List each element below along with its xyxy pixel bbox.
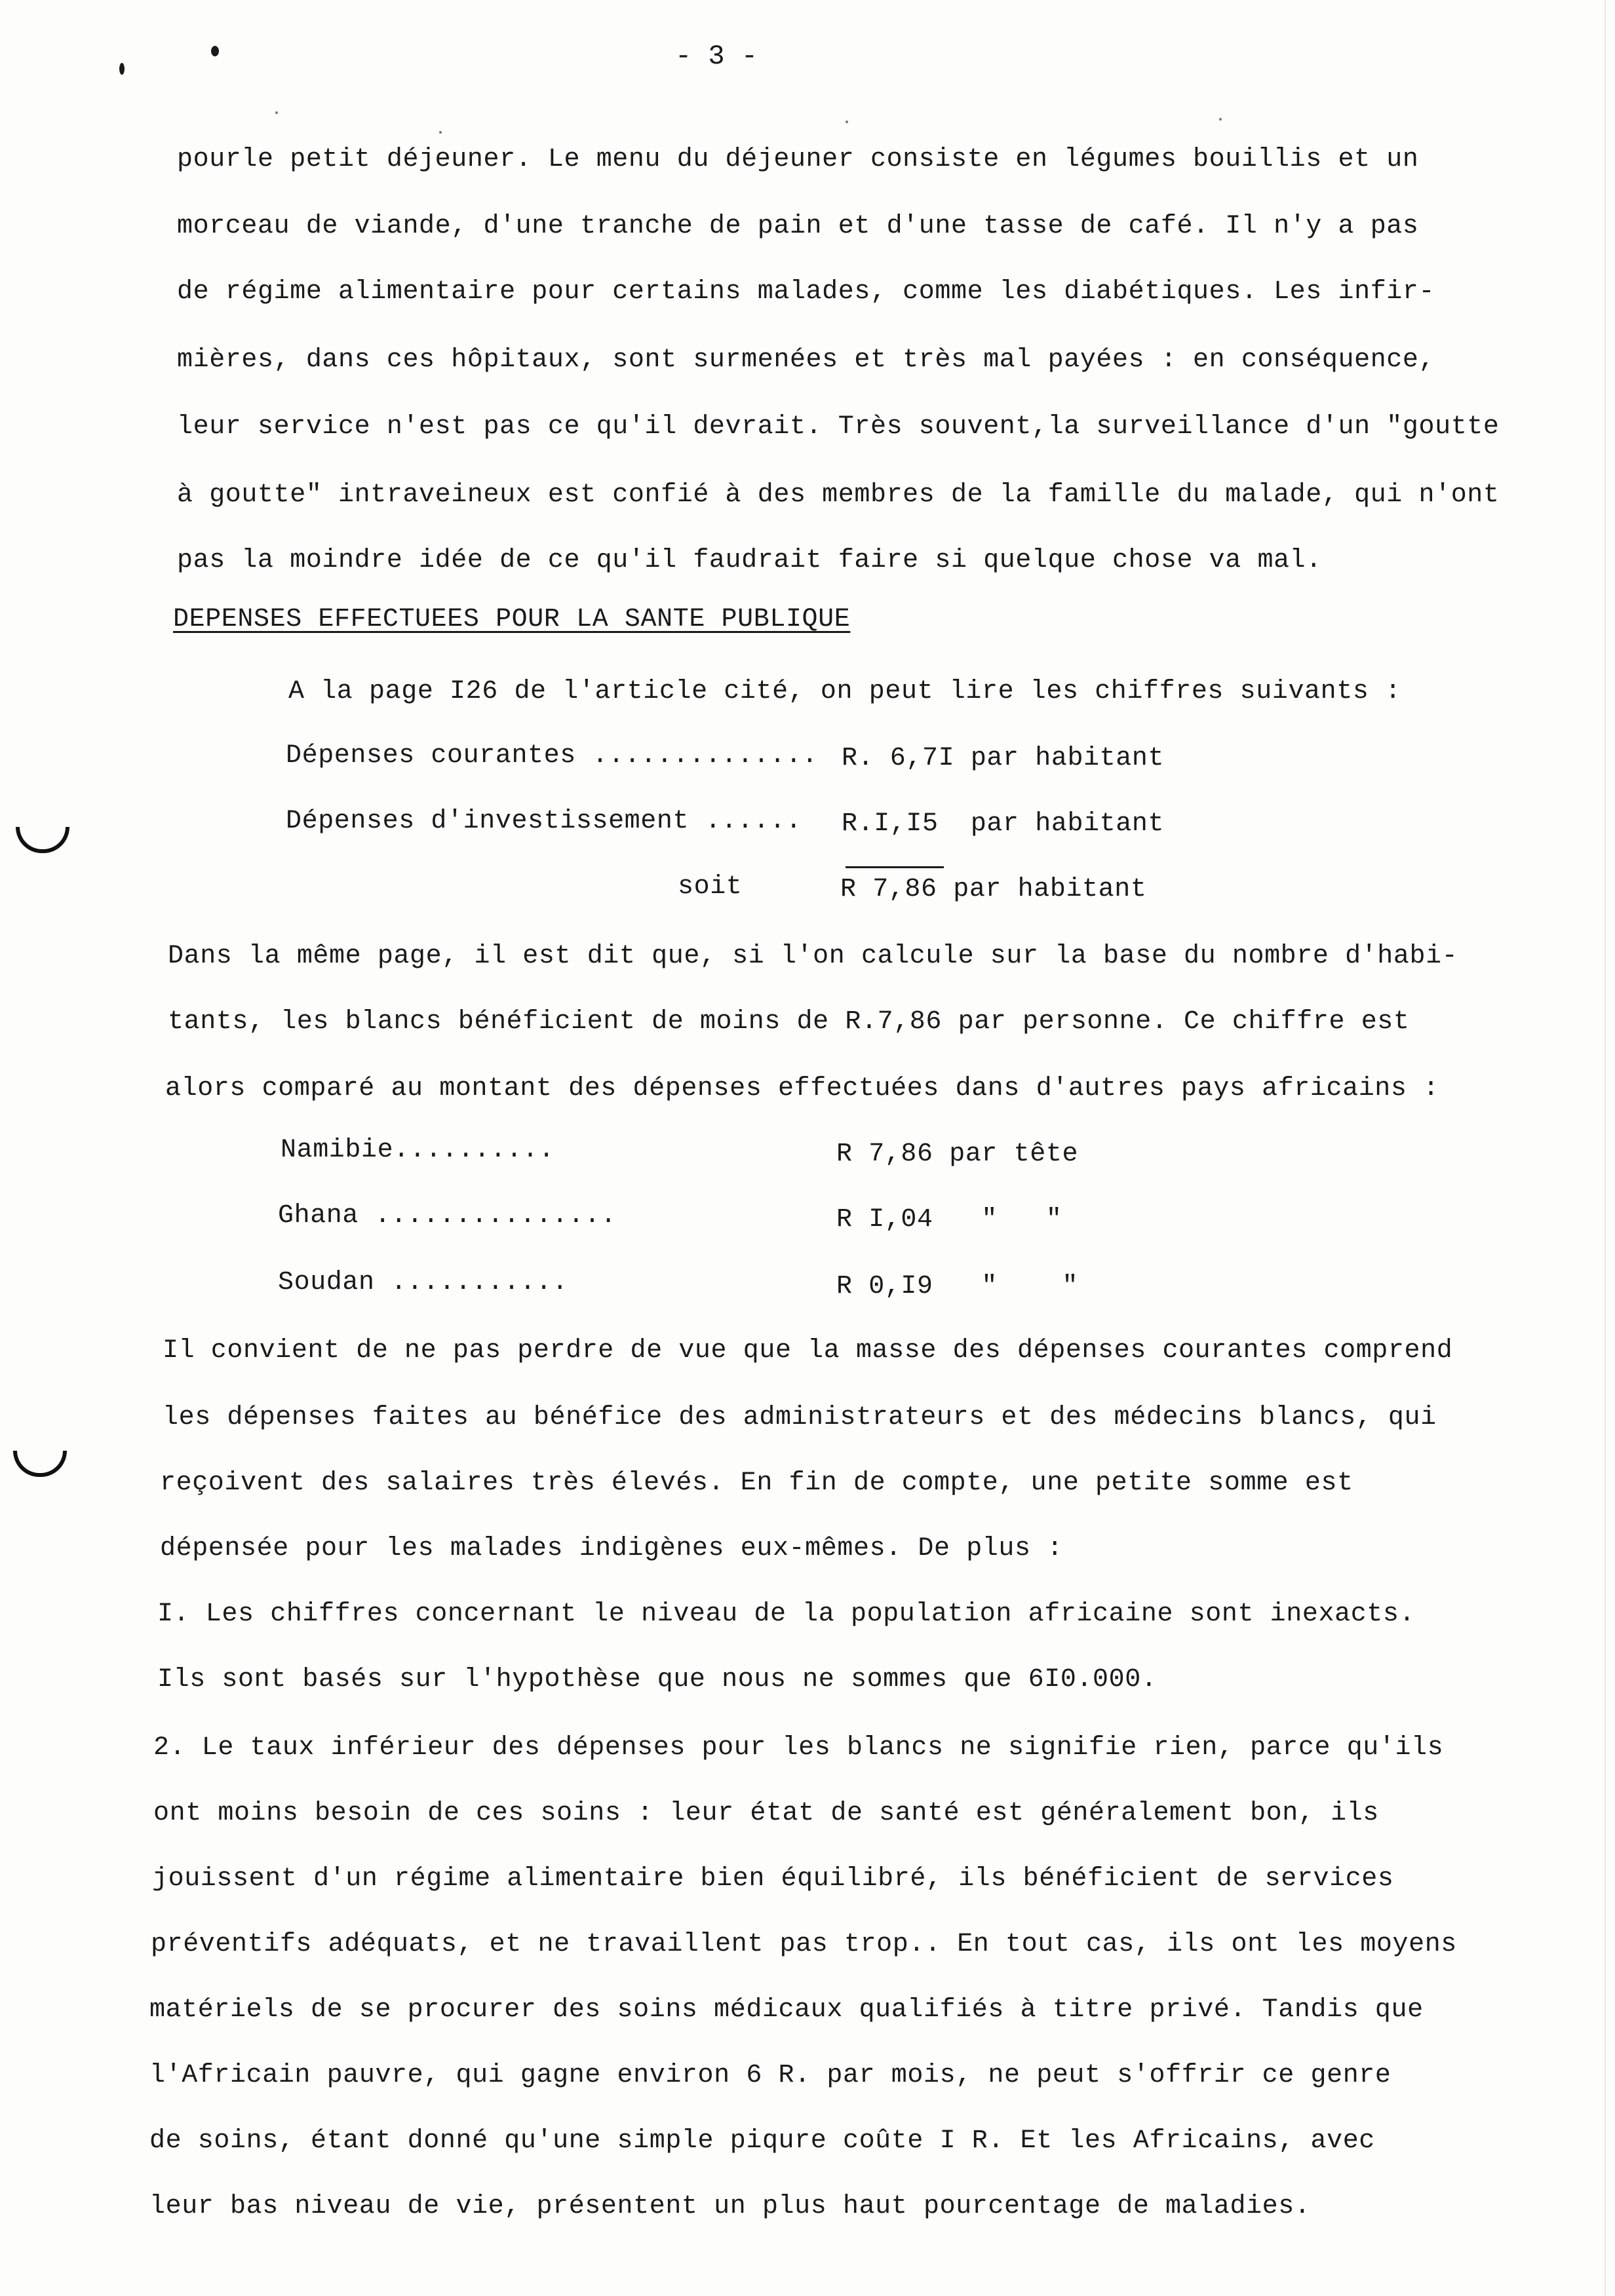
text-line: jouissent d'un régime alimentaire bien équilibré, ils bénéficient de services bbox=[152, 1864, 1394, 1894]
text-line: I. Les chiffres concernant le niveau de la population africaine sont inexacts. bbox=[157, 1599, 1416, 1629]
text-line: préventifs adéquats, et ne travaillent pas trop.. En tout cas, ils ont les moyens bbox=[151, 1930, 1457, 1959]
text-line: pourle petit déjeuner. Le menu du déjeuner consiste en légumes bouillis et un bbox=[177, 145, 1419, 174]
text-line: leur service n'est pas ce qu'il devrait. Très souvent,la surveillance d'un "goutte bbox=[177, 412, 1500, 442]
text-line: 2. Le taux inférieur des dépenses pour les blancs ne signifie rien, parce qu'ils bbox=[153, 1733, 1444, 1763]
country-value: R 0,I9 " " bbox=[836, 1272, 1079, 1301]
page-edge bbox=[1605, 0, 1606, 2296]
text-line: alors comparé au montant des dépenses effectuées dans d'autres pays africains : bbox=[165, 1074, 1439, 1103]
text-line: l'Africain pauvre, qui gagne environ 6 R. par mois, ne peut s'offrir ce genre bbox=[149, 2061, 1391, 2090]
text-line: de régime alimentaire pour certains malades, comme les diabétiques. Les infir- bbox=[177, 277, 1435, 307]
ink-mark bbox=[211, 46, 219, 56]
text-line: dépensée pour les malades indigènes eux-mêmes. De plus : bbox=[160, 1534, 1063, 1563]
text-line: de soins, étant donné qu'une simple piqure coûte I R. Et les Africains, avec bbox=[149, 2126, 1375, 2156]
speck bbox=[439, 131, 442, 134]
text-line: ont moins besoin de ces soins : leur état de santé est généralement bon, ils bbox=[153, 1799, 1379, 1828]
text-line: mières, dans ces hôpitaux, sont surmenées et très mal payées : en conséquence, bbox=[177, 345, 1435, 375]
country-label: Ghana ............... bbox=[278, 1201, 617, 1231]
expense-label: Dépenses d'investissement ...... bbox=[286, 807, 802, 836]
text-line: A la page I26 de l'article cité, on peut lire les chiffres suivants : bbox=[288, 677, 1401, 706]
text-line: les dépenses faites au bénéfice des administrateurs et des médecins blancs, qui bbox=[163, 1403, 1437, 1432]
text-line: leur bas niveau de vie, présentent un plus haut pourcentage de maladies. bbox=[149, 2192, 1311, 2221]
country-value: R I,04 " " bbox=[836, 1205, 1062, 1234]
country-label: Namibie.......... bbox=[281, 1136, 555, 1165]
text-line: reçoivent des salaires très élevés. En fin de compte, une petite somme est bbox=[160, 1468, 1353, 1498]
text-line: Il convient de ne pas perdre de vue que la masse des dépenses courantes comprend bbox=[163, 1336, 1453, 1366]
page-number: - 3 - bbox=[675, 41, 758, 72]
text-line: morceau de viande, d'une tranche de pain et d'une tasse de café. Il n'y a pas bbox=[177, 212, 1419, 241]
text-line: matériels de se procurer des soins médicaux qualifiés à titre privé. Tandis que bbox=[149, 1995, 1424, 2025]
total-value: R 7,86 par habitant bbox=[840, 875, 1147, 904]
text-line: tants, les blancs bénéficient de moins de R.7,86 par personne. Ce chiffre est bbox=[168, 1007, 1410, 1037]
total-label: soit bbox=[678, 872, 743, 902]
text-line: à goutte" intraveineux est confié à des membres de la famille du malade, qui n'ont bbox=[177, 480, 1500, 510]
punch-hole-mark bbox=[13, 1451, 67, 1477]
expense-value: R.I,I5 par habitant bbox=[842, 809, 1165, 839]
text-line: Dans la même page, il est dit que, si l'on calcule sur la base du nombre d'habi- bbox=[168, 942, 1458, 971]
speck bbox=[846, 121, 848, 123]
country-label: Soudan ........... bbox=[278, 1268, 568, 1297]
speck bbox=[1219, 118, 1222, 121]
text-line: pas la moindre idée de ce qu'il faudrait faire si quelque chose va mal. bbox=[177, 546, 1322, 575]
expense-label: Dépenses courantes .............. bbox=[286, 741, 818, 771]
speck bbox=[275, 111, 278, 114]
expense-value: R. 6,7I par habitant bbox=[842, 744, 1165, 773]
punch-hole-mark bbox=[16, 827, 69, 853]
text-line: Ils sont basés sur l'hypothèse que nous ne sommes que 6I0.000. bbox=[157, 1665, 1158, 1694]
country-value: R 7,86 par tête bbox=[836, 1139, 1079, 1169]
ink-mark bbox=[119, 63, 125, 75]
section-heading: DEPENSES EFFECTUEES POUR LA SANTE PUBLIQUE bbox=[173, 605, 851, 634]
sum-rule bbox=[846, 866, 944, 868]
